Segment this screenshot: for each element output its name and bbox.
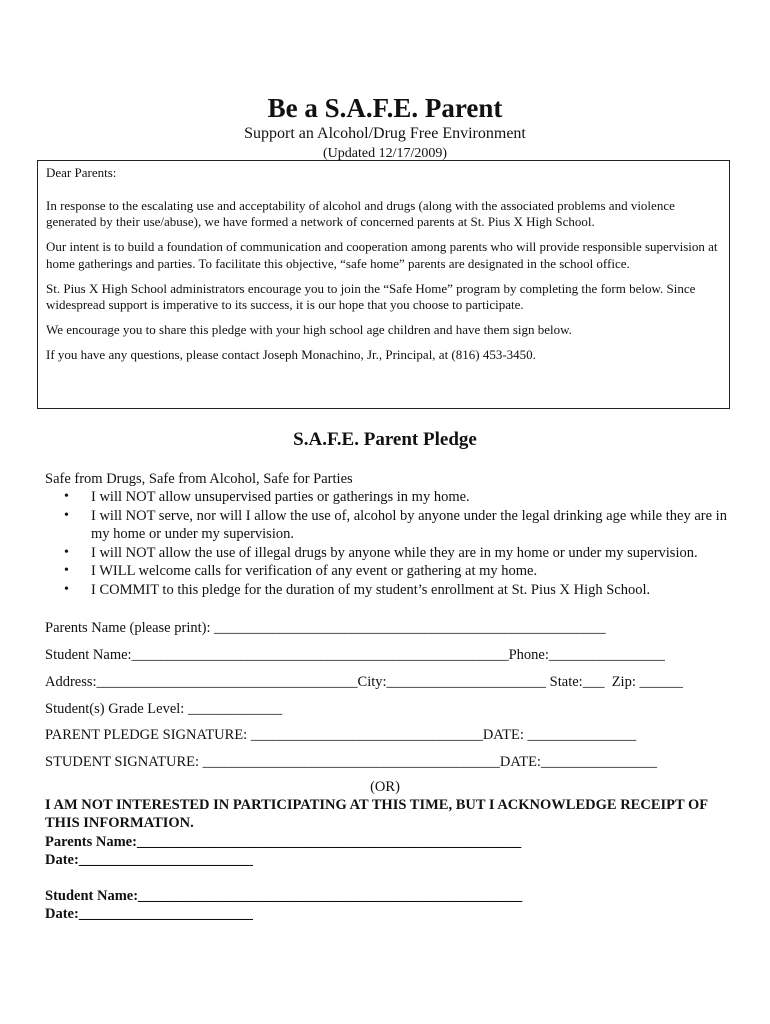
pledge-item-text: I WILL welcome calls for verification of any event or gathering at my home. <box>91 563 538 579</box>
letter-greeting: Dear Parents: <box>46 165 117 180</box>
pledge-item-text: I will NOT allow unsupervised parties or gatherings in my home. <box>91 489 470 505</box>
decline-student-name-field[interactable]: Student Name:_____________________________________________________ <box>45 888 523 904</box>
letter-box <box>37 160 730 409</box>
pledge-item <box>45 544 745 563</box>
pledge-item <box>45 507 745 544</box>
bullet-icon: • <box>64 563 69 578</box>
letter-paragraph: Our intent is to build a foundation of communication and cooperation among parents who will provide responsible supervision at home gatherings and parties. To facilitate this objective, “safe home” parents are designated in the school office. <box>46 239 718 271</box>
page-title: Be a S.A.F.E. Parent <box>267 93 503 123</box>
or-divider: (OR) <box>370 779 400 795</box>
bullet-icon: • <box>64 489 69 504</box>
pledge-item-text: I COMMIT to this pledge for the duration of my student’s enrollment at St. Pius X High School. <box>91 581 651 598</box>
pledge-intro: Safe from Drugs, Safe from Alcohol, Safe for Parties <box>45 471 353 487</box>
pledge-list <box>45 488 745 599</box>
bullet-icon: • <box>64 581 69 597</box>
parents-name-field[interactable]: Parents Name (please print): ______________________________________________________ <box>45 620 606 636</box>
bullet-icon: • <box>64 544 69 560</box>
decline-student-date-field[interactable]: Date:________________________ <box>45 906 253 922</box>
grade-level-field[interactable]: Student(s) Grade Level: _____________ <box>45 701 283 717</box>
pledge-item <box>45 562 745 581</box>
student-signature-field[interactable]: STUDENT SIGNATURE: _________________________________________DATE:________________ <box>45 754 657 770</box>
pledge-item-text: I will NOT serve, nor will I allow the use of, alcohol by anyone under the legal drinking age while they are in my home or under my supervision. <box>91 507 727 542</box>
updated-date: (Updated 12/17/2009) <box>322 146 448 161</box>
pledge-item <box>45 581 745 600</box>
pledge-item-text: I will NOT allow the use of illegal drugs by anyone while they are in my home or under my supervision. <box>91 544 698 561</box>
bullet-icon: • <box>64 507 69 523</box>
decline-statement: I AM NOT INTERESTED IN PARTICIPATING AT THIS TIME, BUT I ACKNOWLEDGE RECEIPT OF THIS INFORMATION. <box>45 797 708 831</box>
student-name-phone-field[interactable]: Student Name:____________________________________________________Phone:________________ <box>45 647 665 663</box>
address-field[interactable]: Address:____________________________________City:______________________ State:___ Zip: ______ <box>45 674 683 690</box>
page-subtitle: Support an Alcohol/Drug Free Environment <box>244 125 526 142</box>
letter-paragraph: We encourage you to share this pledge with your high school age children and have them sign below. <box>46 322 572 337</box>
pledge-item <box>45 488 745 507</box>
decline-parents-name-field[interactable]: Parents Name:_____________________________________________________ <box>45 834 522 850</box>
letter-paragraph: In response to the escalating use and acceptability of alcohol and drugs (along with the associated problems and violence generated by their use/abuse), we have formed a network of concerned parents at St. Pius X High School. <box>46 197 675 229</box>
parent-signature-field[interactable]: PARENT PLEDGE SIGNATURE: ________________________________DATE: _______________ <box>45 727 637 743</box>
letter-paragraph: St. Pius X High School administrators encourage you to join the “Safe Home” program by completing the form below. Since widespread support is imperative to its success, it is our hope that you choose to participate. <box>46 280 696 312</box>
decline-parents-date-field[interactable]: Date:________________________ <box>45 852 253 868</box>
letter-paragraph: If you have any questions, please contact Joseph Monachino, Jr., Principal, at (816) 453-3450. <box>46 347 536 362</box>
pledge-title: S.A.F.E. Parent Pledge <box>293 429 477 450</box>
